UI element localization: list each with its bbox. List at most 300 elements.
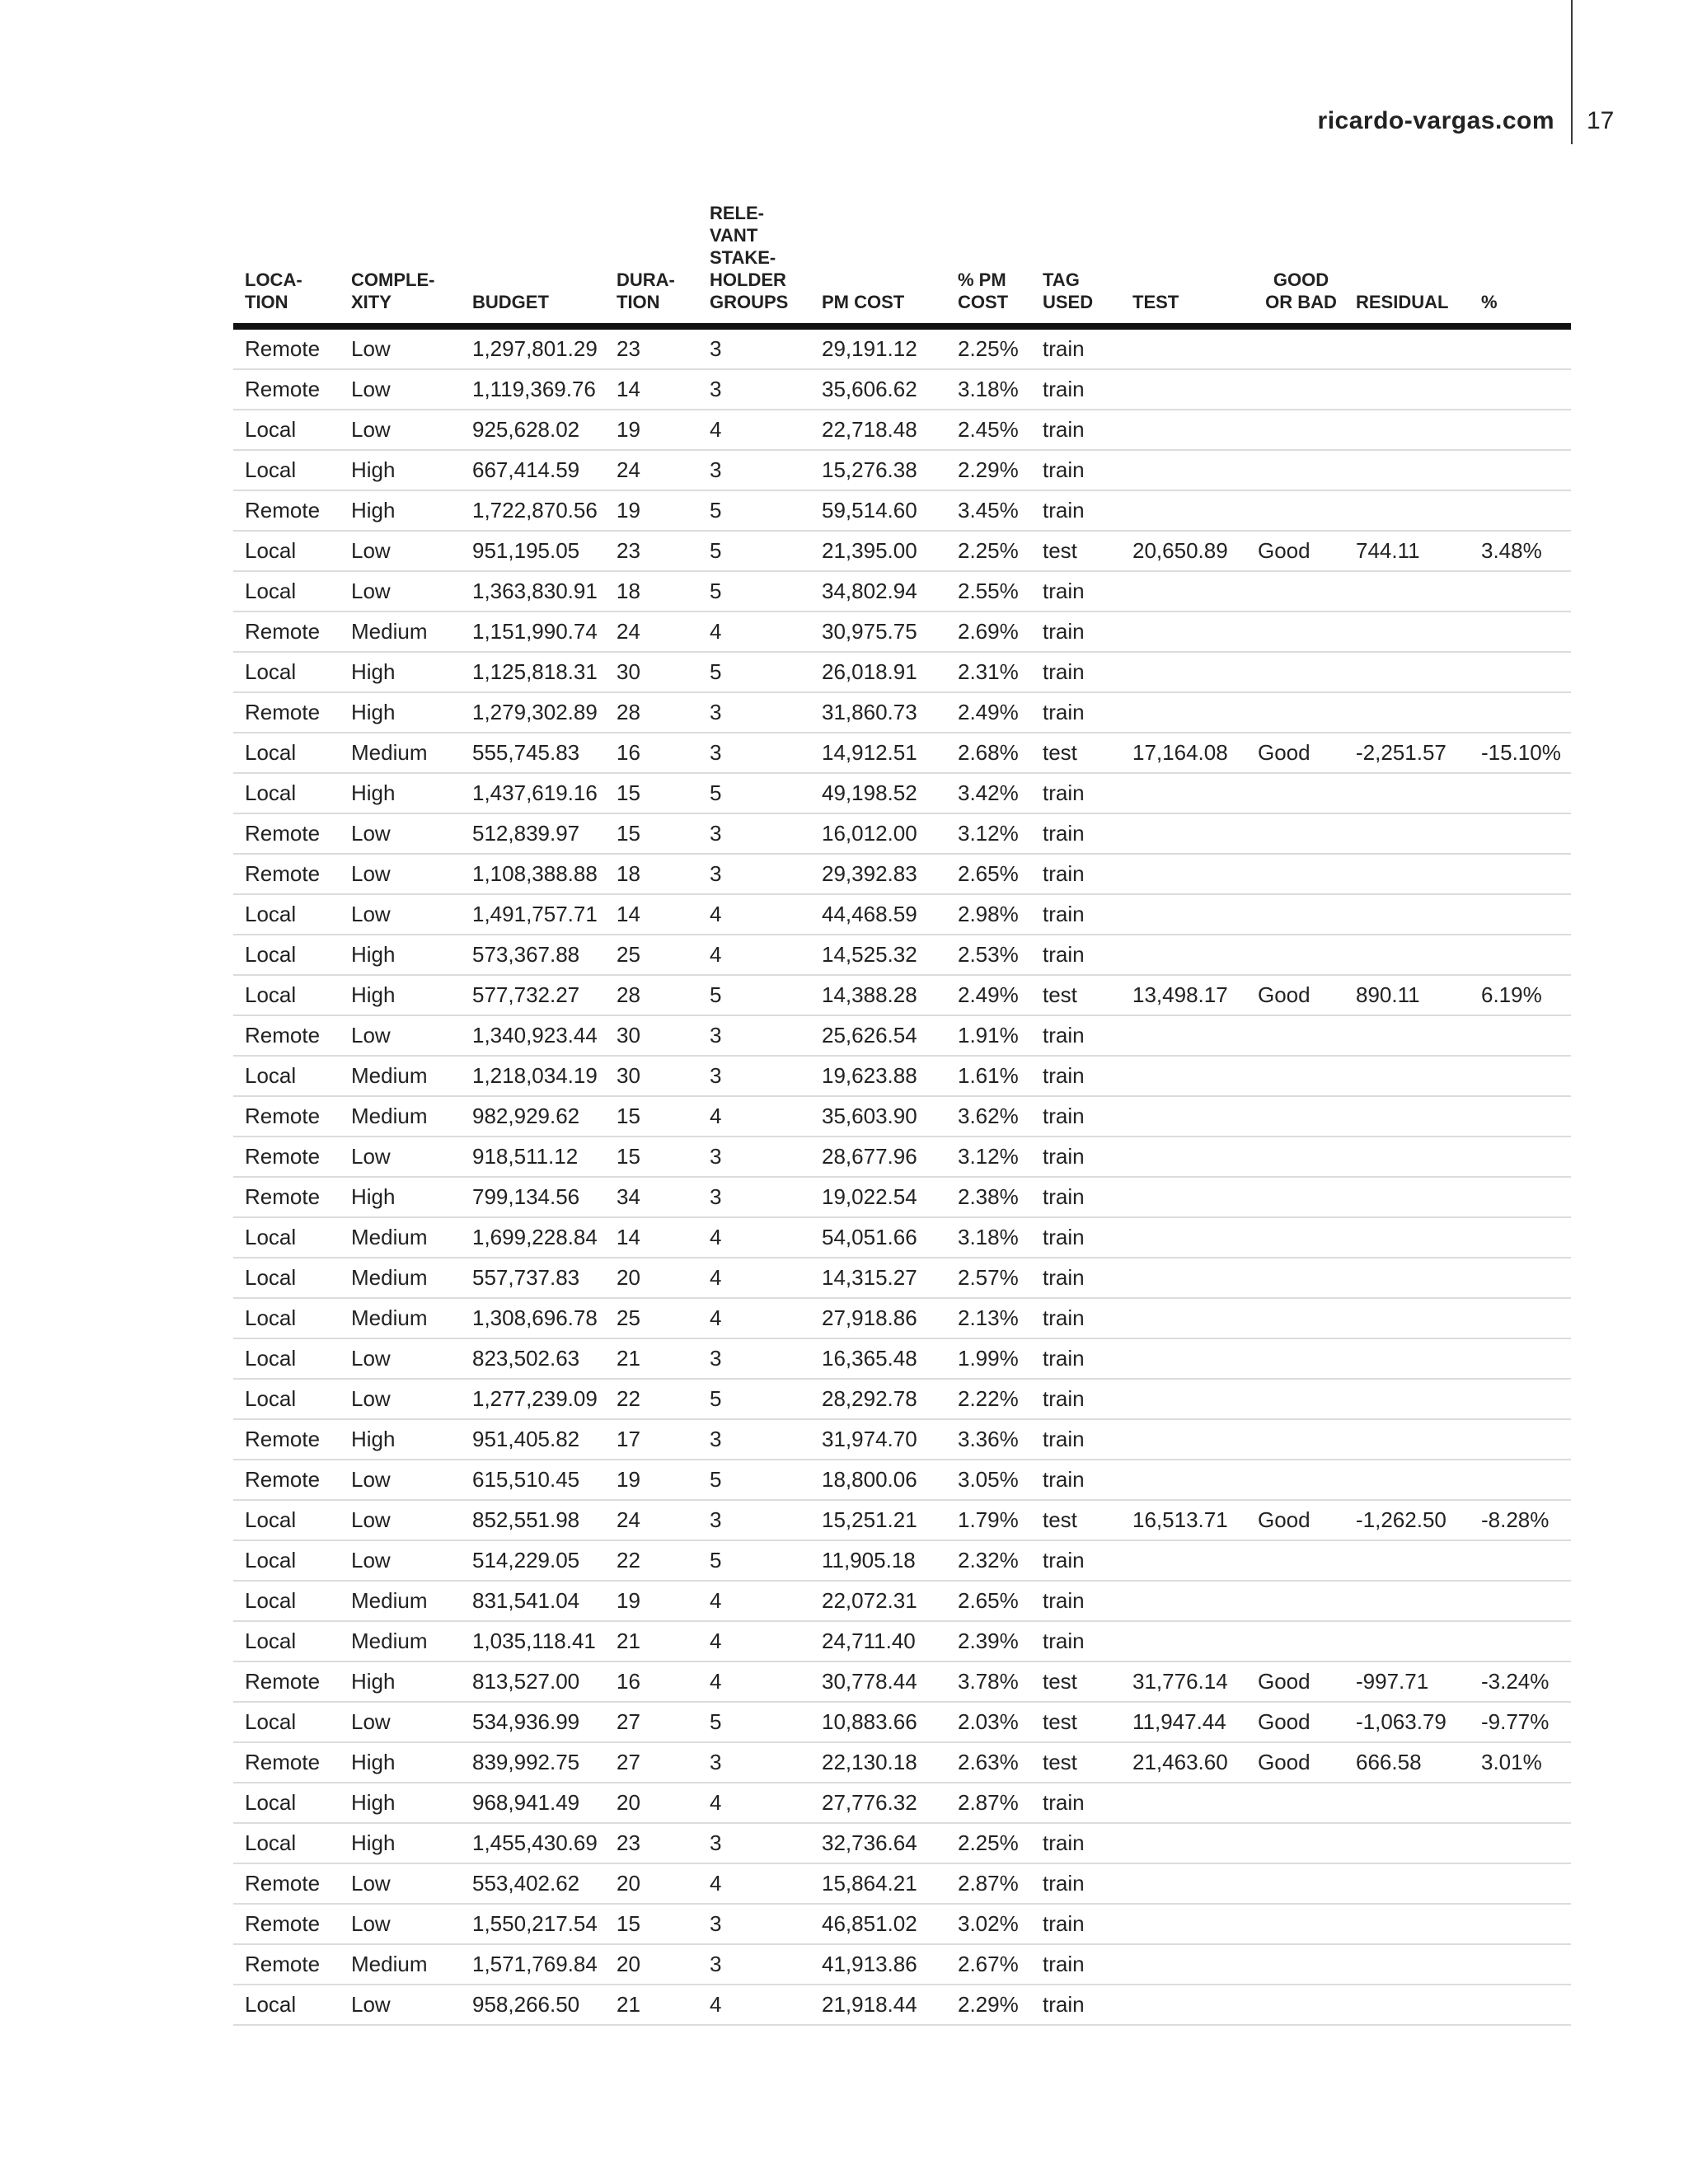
table-row bbox=[233, 410, 1571, 450]
table-cell: 1.61% bbox=[946, 1056, 1031, 1096]
table-cell: 2.31% bbox=[946, 652, 1031, 692]
table-cell: 20 bbox=[605, 1863, 698, 1904]
table-cell: Local bbox=[233, 1702, 340, 1742]
table-cell: 3 bbox=[698, 369, 810, 410]
table-cell: 2.87% bbox=[946, 1783, 1031, 1823]
table-cell: 44,468.59 bbox=[810, 894, 946, 935]
table-cell bbox=[1246, 1985, 1344, 2025]
table-cell bbox=[1344, 450, 1470, 490]
table-cell: Local bbox=[233, 1298, 340, 1338]
table-cell: 4 bbox=[698, 1581, 810, 1621]
table-cell: Low bbox=[340, 1338, 461, 1379]
table-cell: 16 bbox=[605, 733, 698, 773]
table-cell: Low bbox=[340, 813, 461, 854]
table-cell: 4 bbox=[698, 1217, 810, 1258]
table-cell: Local bbox=[233, 1621, 340, 1661]
table-cell: Medium bbox=[340, 1621, 461, 1661]
table-cell: 4 bbox=[698, 410, 810, 450]
table-cell bbox=[1246, 410, 1344, 450]
table-cell: 11,947.44 bbox=[1121, 1702, 1246, 1742]
table-cell bbox=[1470, 1056, 1571, 1096]
table-cell bbox=[1121, 1823, 1246, 1863]
table-row bbox=[233, 1298, 1571, 1338]
table-row bbox=[233, 1379, 1571, 1419]
table-cell bbox=[1121, 1863, 1246, 1904]
table-cell bbox=[1121, 773, 1246, 813]
table-cell: 14 bbox=[605, 1217, 698, 1258]
table-cell bbox=[1344, 894, 1470, 935]
table-cell: 4 bbox=[698, 1863, 810, 1904]
table-cell: 15 bbox=[605, 1904, 698, 1944]
table-cell bbox=[1121, 1015, 1246, 1056]
table-cell: 918,511.12 bbox=[461, 1137, 605, 1177]
table-cell: Remote bbox=[233, 490, 340, 531]
table-cell: test bbox=[1031, 1661, 1121, 1702]
page-divider-rule bbox=[1571, 0, 1573, 144]
table-cell: Local bbox=[233, 1056, 340, 1096]
table-cell bbox=[1470, 1338, 1571, 1379]
table-cell: Remote bbox=[233, 1863, 340, 1904]
table-row bbox=[233, 1742, 1571, 1783]
table-cell: -997.71 bbox=[1344, 1661, 1470, 1702]
table-cell bbox=[1470, 1460, 1571, 1500]
table-cell: 4 bbox=[698, 1298, 810, 1338]
table-cell: 951,405.82 bbox=[461, 1419, 605, 1460]
table-cell: 3 bbox=[698, 733, 810, 773]
table-cell: Local bbox=[233, 1379, 340, 1419]
table-cell: Medium bbox=[340, 1056, 461, 1096]
table-cell: 22 bbox=[605, 1540, 698, 1581]
table-cell bbox=[1121, 571, 1246, 612]
table-cell: 1,308,696.78 bbox=[461, 1298, 605, 1338]
table-cell: Local bbox=[233, 975, 340, 1015]
table-cell: 6.19% bbox=[1470, 975, 1571, 1015]
table-cell: 982,929.62 bbox=[461, 1096, 605, 1137]
table-cell: Good bbox=[1246, 1500, 1344, 1540]
table-cell: 16,513.71 bbox=[1121, 1500, 1246, 1540]
table-cell: train bbox=[1031, 1338, 1121, 1379]
table-cell: Low bbox=[340, 1015, 461, 1056]
table-cell: 2.32% bbox=[946, 1540, 1031, 1581]
table-cell: Low bbox=[340, 1540, 461, 1581]
table-cell: 16 bbox=[605, 1661, 698, 1702]
table-cell: 2.65% bbox=[946, 1581, 1031, 1621]
table-cell: -3.24% bbox=[1470, 1661, 1571, 1702]
table-cell bbox=[1121, 1177, 1246, 1217]
table-cell: train bbox=[1031, 1298, 1121, 1338]
table-row bbox=[233, 1985, 1571, 2025]
table-cell bbox=[1246, 813, 1344, 854]
table-cell: Medium bbox=[340, 612, 461, 652]
table-cell bbox=[1121, 1338, 1246, 1379]
table-cell bbox=[1246, 1056, 1344, 1096]
table-cell: 15 bbox=[605, 1137, 698, 1177]
table-cell: 4 bbox=[698, 935, 810, 975]
table-cell: -9.77% bbox=[1470, 1702, 1571, 1742]
table-cell: 21 bbox=[605, 1621, 698, 1661]
table-cell: 20 bbox=[605, 1783, 698, 1823]
table-cell: 831,541.04 bbox=[461, 1581, 605, 1621]
table-cell bbox=[1344, 1904, 1470, 1944]
table-cell: 3.12% bbox=[946, 1137, 1031, 1177]
table-cell: Low bbox=[340, 531, 461, 571]
table-cell: 3.01% bbox=[1470, 1742, 1571, 1783]
table-row bbox=[233, 571, 1571, 612]
table-cell: Local bbox=[233, 571, 340, 612]
table-cell: -15.10% bbox=[1470, 733, 1571, 773]
table-row bbox=[233, 369, 1571, 410]
table-cell: 25 bbox=[605, 935, 698, 975]
table-cell: 14,912.51 bbox=[810, 733, 946, 773]
table-cell bbox=[1246, 450, 1344, 490]
table-cell: 5 bbox=[698, 652, 810, 692]
table-cell: 30 bbox=[605, 1015, 698, 1056]
table-cell bbox=[1470, 854, 1571, 894]
table-cell: Local bbox=[233, 733, 340, 773]
table-row bbox=[233, 1904, 1571, 1944]
table-cell: 31,974.70 bbox=[810, 1419, 946, 1460]
table-cell: 30 bbox=[605, 652, 698, 692]
table-cell: Local bbox=[233, 1581, 340, 1621]
table-cell bbox=[1246, 1379, 1344, 1419]
table-cell: 2.25% bbox=[946, 1823, 1031, 1863]
table-cell: 1,455,430.69 bbox=[461, 1823, 605, 1863]
table-row bbox=[233, 1338, 1571, 1379]
table-cell: 3 bbox=[698, 692, 810, 733]
table-cell: 553,402.62 bbox=[461, 1863, 605, 1904]
table-cell bbox=[1344, 326, 1470, 369]
table-cell: 31,776.14 bbox=[1121, 1661, 1246, 1702]
table-cell bbox=[1344, 1015, 1470, 1056]
table-cell bbox=[1344, 1056, 1470, 1096]
table-cell: High bbox=[340, 1419, 461, 1460]
table-cell: 59,514.60 bbox=[810, 490, 946, 531]
table-cell: Local bbox=[233, 1258, 340, 1298]
table-cell bbox=[1470, 773, 1571, 813]
table-cell: 22,130.18 bbox=[810, 1742, 946, 1783]
table-cell: train bbox=[1031, 490, 1121, 531]
table-cell: Local bbox=[233, 894, 340, 935]
table-cell: 24 bbox=[605, 1500, 698, 1540]
table-cell: train bbox=[1031, 1783, 1121, 1823]
column-header: PM COST bbox=[810, 202, 946, 326]
table-cell: 19 bbox=[605, 1581, 698, 1621]
table-row bbox=[233, 894, 1571, 935]
table-cell: 2.63% bbox=[946, 1742, 1031, 1783]
table-cell: 5 bbox=[698, 773, 810, 813]
table-cell: Medium bbox=[340, 1581, 461, 1621]
table-cell: Local bbox=[233, 1823, 340, 1863]
table-cell: Remote bbox=[233, 692, 340, 733]
table-cell: 3.45% bbox=[946, 490, 1031, 531]
table-cell: 615,510.45 bbox=[461, 1460, 605, 1500]
table-cell: 22 bbox=[605, 1379, 698, 1419]
table-cell: 3 bbox=[698, 1338, 810, 1379]
table-cell: 3 bbox=[698, 1944, 810, 1985]
table-cell: 4 bbox=[698, 894, 810, 935]
table-cell: train bbox=[1031, 571, 1121, 612]
table-cell: 573,367.88 bbox=[461, 935, 605, 975]
table-cell bbox=[1246, 1217, 1344, 1258]
table-cell bbox=[1470, 490, 1571, 531]
table-cell bbox=[1470, 1177, 1571, 1217]
table-cell bbox=[1121, 326, 1246, 369]
table-cell: test bbox=[1031, 975, 1121, 1015]
table-cell: 1,437,619.16 bbox=[461, 773, 605, 813]
table-cell: 1,722,870.56 bbox=[461, 490, 605, 531]
table-cell bbox=[1121, 1056, 1246, 1096]
table-cell: 30 bbox=[605, 1056, 698, 1096]
table-cell: 3 bbox=[698, 854, 810, 894]
table-cell: 5 bbox=[698, 531, 810, 571]
table-cell: 4 bbox=[698, 1783, 810, 1823]
table-cell: 1,108,388.88 bbox=[461, 854, 605, 894]
table-cell: 1,151,990.74 bbox=[461, 612, 605, 652]
table-cell: 1,119,369.76 bbox=[461, 369, 605, 410]
table-cell: 4 bbox=[698, 1621, 810, 1661]
table-row bbox=[233, 1096, 1571, 1137]
table-header-row bbox=[233, 202, 1571, 326]
table-cell: 22,718.48 bbox=[810, 410, 946, 450]
table-cell bbox=[1121, 652, 1246, 692]
table-cell: High bbox=[340, 490, 461, 531]
table-cell: 3 bbox=[698, 450, 810, 490]
table-cell: Medium bbox=[340, 1944, 461, 1985]
table-cell: 19 bbox=[605, 490, 698, 531]
table-cell: 3.05% bbox=[946, 1460, 1031, 1500]
table-cell: 3 bbox=[698, 1419, 810, 1460]
table-cell: train bbox=[1031, 1096, 1121, 1137]
table-cell: 54,051.66 bbox=[810, 1217, 946, 1258]
table-cell: Low bbox=[340, 410, 461, 450]
table-row bbox=[233, 1056, 1571, 1096]
table-cell: 813,527.00 bbox=[461, 1661, 605, 1702]
table-cell bbox=[1470, 1783, 1571, 1823]
table-cell: Low bbox=[340, 1500, 461, 1540]
table-cell: 16,012.00 bbox=[810, 813, 946, 854]
table-cell bbox=[1470, 1419, 1571, 1460]
table-cell: 5 bbox=[698, 975, 810, 1015]
table-cell: 10,883.66 bbox=[810, 1702, 946, 1742]
table-cell: Low bbox=[340, 1702, 461, 1742]
table-cell: 26,018.91 bbox=[810, 652, 946, 692]
table-cell bbox=[1344, 1419, 1470, 1460]
table-cell: 823,502.63 bbox=[461, 1338, 605, 1379]
table-cell: 5 bbox=[698, 490, 810, 531]
table-cell: Low bbox=[340, 369, 461, 410]
table-cell: 3 bbox=[698, 1823, 810, 1863]
table-cell bbox=[1246, 1823, 1344, 1863]
table-cell: 25,626.54 bbox=[810, 1015, 946, 1056]
table-cell: train bbox=[1031, 935, 1121, 975]
table-cell: train bbox=[1031, 1581, 1121, 1621]
table-cell: 49,198.52 bbox=[810, 773, 946, 813]
table-row bbox=[233, 1581, 1571, 1621]
table-cell: 3.02% bbox=[946, 1904, 1031, 1944]
table-cell: train bbox=[1031, 1177, 1121, 1217]
table-cell: 34 bbox=[605, 1177, 698, 1217]
table-cell bbox=[1121, 410, 1246, 450]
table-cell bbox=[1470, 1904, 1571, 1944]
table-cell: -8.28% bbox=[1470, 1500, 1571, 1540]
column-header: COMPLE- XITY bbox=[340, 202, 461, 326]
table-cell: 3.42% bbox=[946, 773, 1031, 813]
table-cell: 4 bbox=[698, 1096, 810, 1137]
table-cell bbox=[1121, 813, 1246, 854]
table-cell: High bbox=[340, 450, 461, 490]
table-row bbox=[233, 1823, 1571, 1863]
table-cell: train bbox=[1031, 652, 1121, 692]
table-cell bbox=[1121, 450, 1246, 490]
table-cell: Local bbox=[233, 935, 340, 975]
table-cell bbox=[1470, 410, 1571, 450]
table-cell: 3 bbox=[698, 1177, 810, 1217]
table-cell bbox=[1470, 935, 1571, 975]
table-cell: 925,628.02 bbox=[461, 410, 605, 450]
table-cell bbox=[1470, 1540, 1571, 1581]
table-cell: 28,292.78 bbox=[810, 1379, 946, 1419]
table-cell bbox=[1344, 1379, 1470, 1419]
table-cell: 4 bbox=[698, 1258, 810, 1298]
table-cell: 15,251.21 bbox=[810, 1500, 946, 1540]
table-cell: 2.87% bbox=[946, 1863, 1031, 1904]
table-cell: train bbox=[1031, 1985, 1121, 2025]
table-cell: 21 bbox=[605, 1338, 698, 1379]
table-cell: 5 bbox=[698, 1379, 810, 1419]
table-cell: 23 bbox=[605, 531, 698, 571]
table-cell: 1,279,302.89 bbox=[461, 692, 605, 733]
table-cell: 21,395.00 bbox=[810, 531, 946, 571]
table-cell: test bbox=[1031, 1500, 1121, 1540]
table-cell: 3 bbox=[698, 1500, 810, 1540]
table-cell bbox=[1246, 1621, 1344, 1661]
table-cell bbox=[1344, 571, 1470, 612]
table-cell: 14 bbox=[605, 369, 698, 410]
table-cell bbox=[1470, 1379, 1571, 1419]
table-cell: 577,732.27 bbox=[461, 975, 605, 1015]
table-cell: 3 bbox=[698, 1904, 810, 1944]
table-cell: 20 bbox=[605, 1258, 698, 1298]
table-cell: Remote bbox=[233, 369, 340, 410]
table-cell: 14,388.28 bbox=[810, 975, 946, 1015]
table-cell bbox=[1344, 1581, 1470, 1621]
table-row bbox=[233, 1500, 1571, 1540]
table-cell bbox=[1344, 773, 1470, 813]
table-cell bbox=[1344, 1540, 1470, 1581]
table-cell: train bbox=[1031, 1015, 1121, 1056]
table-cell bbox=[1470, 1217, 1571, 1258]
table-cell bbox=[1246, 773, 1344, 813]
table-cell: 15 bbox=[605, 813, 698, 854]
table-cell: train bbox=[1031, 1944, 1121, 1985]
table-cell: train bbox=[1031, 612, 1121, 652]
table-cell: 3 bbox=[698, 1742, 810, 1783]
table-cell: 514,229.05 bbox=[461, 1540, 605, 1581]
table-cell bbox=[1246, 935, 1344, 975]
table-cell bbox=[1344, 410, 1470, 450]
table-cell: 19 bbox=[605, 1460, 698, 1500]
table-cell: Remote bbox=[233, 813, 340, 854]
table-cell: Medium bbox=[340, 1217, 461, 1258]
table-cell: 18 bbox=[605, 854, 698, 894]
table-cell: 2.29% bbox=[946, 450, 1031, 490]
table-cell: Remote bbox=[233, 612, 340, 652]
table-cell: High bbox=[340, 1177, 461, 1217]
table-cell bbox=[1344, 612, 1470, 652]
table-cell: High bbox=[340, 1783, 461, 1823]
table-cell: Local bbox=[233, 652, 340, 692]
table-cell: 2.29% bbox=[946, 1985, 1031, 2025]
table-cell bbox=[1246, 652, 1344, 692]
table-cell bbox=[1246, 1258, 1344, 1298]
table-row bbox=[233, 733, 1571, 773]
table-cell: test bbox=[1031, 733, 1121, 773]
table-cell: Low bbox=[340, 571, 461, 612]
project-data-table bbox=[233, 202, 1571, 2026]
table-cell: -1,063.79 bbox=[1344, 1702, 1470, 1742]
table-cell bbox=[1246, 1096, 1344, 1137]
table-cell: 20,650.89 bbox=[1121, 531, 1246, 571]
table-cell: 4 bbox=[698, 1985, 810, 2025]
table-cell bbox=[1344, 1460, 1470, 1500]
table-cell: Remote bbox=[233, 1904, 340, 1944]
table-cell: 2.13% bbox=[946, 1298, 1031, 1338]
table-cell bbox=[1121, 1419, 1246, 1460]
table-cell: 3 bbox=[698, 326, 810, 369]
table-cell bbox=[1246, 1581, 1344, 1621]
table-cell bbox=[1470, 692, 1571, 733]
table-cell: 3.36% bbox=[946, 1419, 1031, 1460]
table-cell: 14,525.32 bbox=[810, 935, 946, 975]
table-cell: Local bbox=[233, 1500, 340, 1540]
table-cell: train bbox=[1031, 1258, 1121, 1298]
table-cell bbox=[1470, 369, 1571, 410]
table-cell bbox=[1470, 894, 1571, 935]
table-cell: Low bbox=[340, 894, 461, 935]
table-cell: train bbox=[1031, 1419, 1121, 1460]
table-cell: Local bbox=[233, 1985, 340, 2025]
table-cell: 3.18% bbox=[946, 1217, 1031, 1258]
table-cell bbox=[1121, 935, 1246, 975]
table-cell: 29,191.12 bbox=[810, 326, 946, 369]
table-row bbox=[233, 1863, 1571, 1904]
table-cell bbox=[1344, 1177, 1470, 1217]
table-cell: train bbox=[1031, 1056, 1121, 1096]
table-cell: test bbox=[1031, 531, 1121, 571]
table-cell: 3 bbox=[698, 813, 810, 854]
table-row bbox=[233, 854, 1571, 894]
table-cell: 557,737.83 bbox=[461, 1258, 605, 1298]
table-cell: 3 bbox=[698, 1137, 810, 1177]
table-cell: Local bbox=[233, 531, 340, 571]
table-cell: 2.25% bbox=[946, 326, 1031, 369]
table-cell: -2,251.57 bbox=[1344, 733, 1470, 773]
table-cell bbox=[1121, 1944, 1246, 1985]
table-cell: 34,802.94 bbox=[810, 571, 946, 612]
table-cell: test bbox=[1031, 1702, 1121, 1742]
table-cell: train bbox=[1031, 773, 1121, 813]
table-cell: Remote bbox=[233, 1096, 340, 1137]
table-cell bbox=[1470, 1863, 1571, 1904]
table-cell: -1,262.50 bbox=[1344, 1500, 1470, 1540]
table-cell: 958,266.50 bbox=[461, 1985, 605, 2025]
table-cell bbox=[1121, 1581, 1246, 1621]
table-cell: 1,277,239.09 bbox=[461, 1379, 605, 1419]
table-cell bbox=[1121, 894, 1246, 935]
table-cell bbox=[1121, 854, 1246, 894]
table-cell: 512,839.97 bbox=[461, 813, 605, 854]
table-cell bbox=[1121, 1137, 1246, 1177]
